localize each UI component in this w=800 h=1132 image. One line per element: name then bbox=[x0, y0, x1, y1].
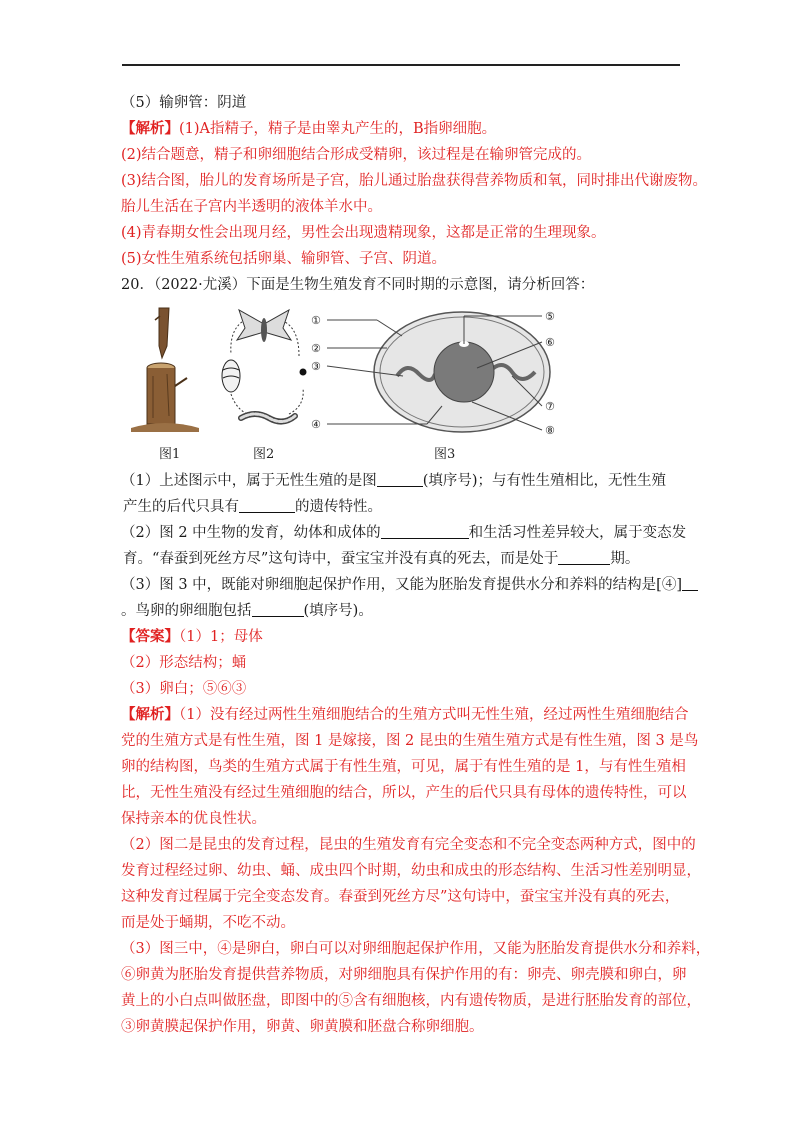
analysis-line-8: 这种发育过程属于完全变态发育。春蚕到死丝方尽”这句诗中，蚕宝宝并没有真的死去， bbox=[121, 889, 680, 905]
analysis-line-2: 党的生殖方式是有性生殖，图 1 是嫁接，图 2 昆虫的生殖生殖方式是有性生殖，图 3 是鸟 bbox=[121, 733, 699, 749]
answer-line-2: （2）形态结构；蛹 bbox=[121, 655, 247, 671]
analysis-line-7: 发育过程经过卵、幼虫、蛹、成虫四个时期，幼虫和成虫的形态结构、生活习性差别明显， bbox=[121, 863, 701, 879]
fig3-label-2: ② bbox=[311, 342, 321, 355]
fig3-label-1: ① bbox=[311, 314, 321, 327]
document-body bbox=[121, 90, 711, 1040]
question-stem: 下面是生物生殖发育不同时期的示意图，请分析回答： bbox=[246, 277, 595, 293]
figure-row bbox=[121, 306, 681, 462]
analysis-tag: 【解析】 bbox=[121, 706, 179, 723]
q1-line-2: 产生的后代只具有 的遗传特性。 bbox=[123, 499, 382, 515]
question-number: 20． bbox=[121, 277, 154, 293]
fig3-label-7: ⑦ bbox=[545, 400, 555, 413]
answer-line-3: （3）卵白；⑤⑥③ bbox=[121, 681, 247, 697]
analysis-line-1: 【解析】（1）没有经过两性生殖细胞结合的生殖方式叫无性生殖，经过两性生殖细胞结合 bbox=[121, 706, 689, 723]
analysis-line-5: 保持亲本的优良性状。 bbox=[121, 811, 266, 827]
prev-analysis-line-3: (3)结合图，胎儿的发育场所是子宫，胎儿通过胎盘获得营养物质和氧，同时排出代谢废物。 bbox=[121, 173, 708, 189]
fig2-caption: 图2 bbox=[253, 447, 275, 462]
fig1-caption: 图1 bbox=[159, 447, 181, 462]
bird-egg-figure bbox=[307, 306, 577, 438]
prev-answer-5: （5）输卵管：阴道 bbox=[121, 95, 247, 111]
analysis-line-9: 而是处于蛹期，不吃不动。 bbox=[121, 915, 295, 931]
question-header bbox=[121, 272, 681, 298]
analysis-line-6: （2）图二是昆虫的发育过程，昆虫的生殖发育有完全变态和不完全变态两种方式，图中的 bbox=[121, 837, 696, 853]
fig3-caption: 图3 bbox=[434, 447, 456, 462]
analysis-line-4: 比，无性生殖没有经过生殖细胞的结合，所以，产生的后代只具有母体的遗传特性，可以 bbox=[121, 785, 687, 801]
answer-tag: 【答案】 bbox=[121, 628, 179, 645]
q2-blank-2[interactable] bbox=[558, 549, 610, 565]
q3-blank-1[interactable] bbox=[682, 575, 698, 591]
prev-analysis-line-5: (4)青春期女性会出现月经，男性会出现遗精现象，这都是正常的生理现象。 bbox=[121, 225, 606, 241]
life-cycle-figure bbox=[209, 306, 319, 436]
analysis-line-11: ⑥卵黄为胚胎发育提供营养物质，对卵细胞具有保护作用的有：卵壳、卵壳膜和卵白，卵 bbox=[121, 967, 687, 983]
fig3-label-6: ⑥ bbox=[545, 336, 555, 349]
prev-analysis-tag: 【解析】 bbox=[121, 120, 179, 137]
q3-line-2: 。鸟卵的卵细胞包括 (填序号)。 bbox=[121, 603, 373, 619]
fig3-label-3: ③ bbox=[311, 360, 321, 373]
analysis-line-3: 卵的结构图，鸟类的生殖方式属于有性生殖，可见，属于有性生殖的是 1，与有性生殖相 bbox=[121, 759, 686, 775]
prev-analysis-line-4: 胎儿生活在子宫内半透明的液体羊水中。 bbox=[121, 199, 382, 215]
q3-blank-2[interactable] bbox=[252, 601, 304, 617]
fig3-label-8: ⑧ bbox=[545, 424, 555, 437]
question-source: （2022·尤溪） bbox=[153, 277, 247, 293]
grafting-figure bbox=[129, 306, 201, 436]
header-rule bbox=[122, 64, 680, 66]
q2-blank-1[interactable] bbox=[381, 523, 469, 539]
analysis-line-13: ③卵黄膜起保护作用，卵黄、卵黄膜和胚盘合称卵细胞。 bbox=[121, 1019, 484, 1035]
analysis-line-10: （3）图三中，④是卵白，卵白可以对卵细胞起保护作用，又能为胚胎发育提供水分和养料， bbox=[121, 941, 711, 957]
fig3-label-4: ④ bbox=[311, 418, 321, 431]
answer-line-1: 【答案】（1）1；母体 bbox=[121, 628, 263, 645]
q1-blank-1[interactable] bbox=[377, 471, 423, 487]
q1-line-1: （1）上述图示中，属于无性生殖的是图 (填序号)；与有性生殖相比，无性生殖 bbox=[121, 473, 667, 489]
prev-analysis-line-2: (2)结合题意，精子和卵细胞结合形成受精卵，该过程是在输卵管完成的。 bbox=[121, 147, 592, 163]
prev-analysis-line-1: 【解析】(1)A指精子，精子是由睾丸产生的，B指卵细胞。 bbox=[121, 120, 497, 137]
q2-line-2: 育。“春蚕到死丝方尽”这句诗中，蚕宝宝并没有真的死去，而是处于 期。 bbox=[123, 551, 640, 567]
q1-blank-2[interactable] bbox=[239, 497, 295, 513]
q3-line-1: （3）图 3 中，既能对卵细胞起保护作用，又能为胚胎发育提供水分和养料的结构是[④] bbox=[121, 572, 681, 598]
prev-analysis-line-6: (5)女性生殖系统包括卵巢、输卵管、子宫、阴道。 bbox=[121, 251, 447, 267]
analysis-line-12: 黄上的小白点叫做胚盘，即图中的⑤含有细胞核，内有遗传物质，是进行胚胎发育的部位， bbox=[121, 993, 701, 1009]
fig3-label-5: ⑤ bbox=[545, 310, 555, 323]
q2-line-1: （2）图 2 中生物的发育，幼体和成体的 和生活习性差异较大，属于变态发 bbox=[121, 525, 687, 541]
